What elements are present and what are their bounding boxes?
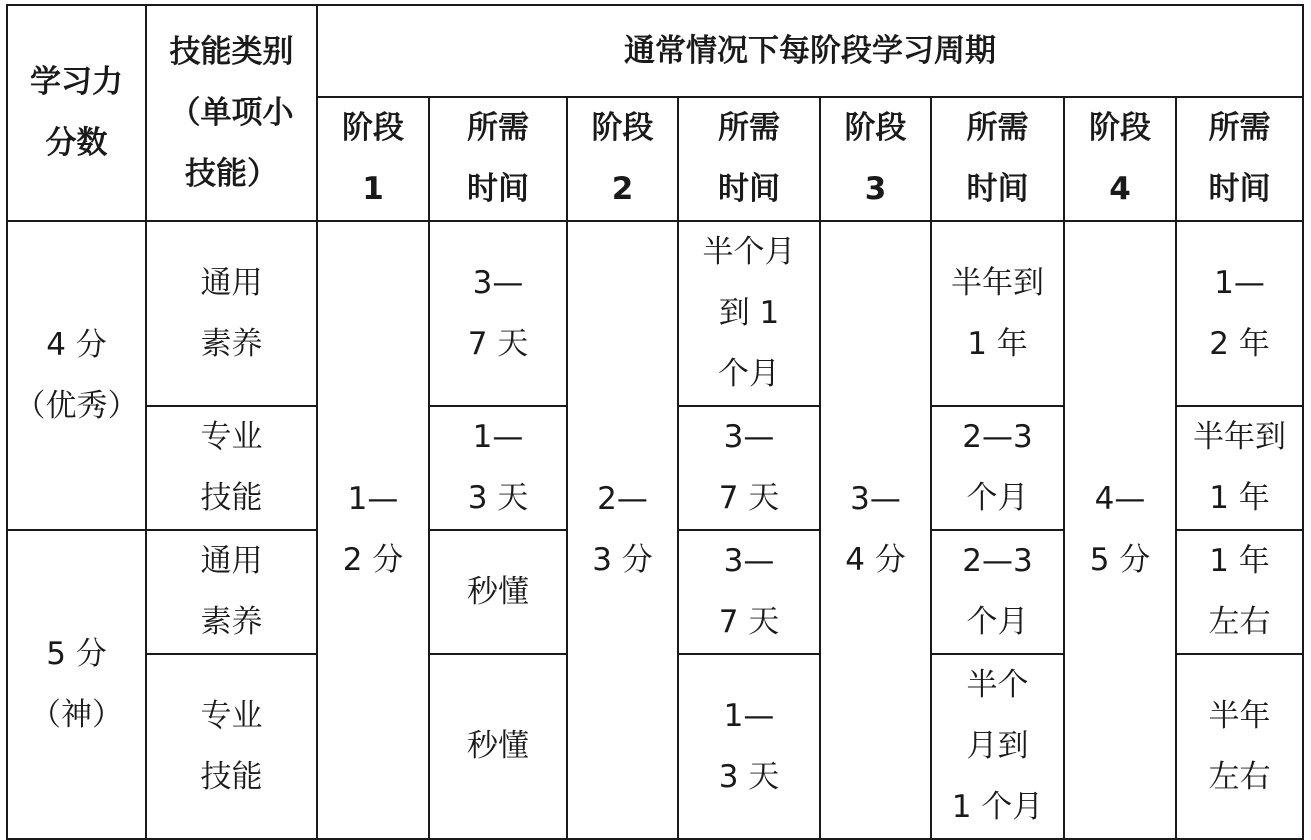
time-cell: 1— 3 天 [429, 406, 567, 530]
time-cell: 1— 2 年 [1176, 221, 1303, 406]
header-time-4: 所需 时间 [1176, 97, 1303, 221]
stage-2-score-cell: 2— 3 分 [567, 221, 678, 839]
score-cell-god: 5 分 （神） [7, 530, 146, 839]
skill-cell: 通用 素养 [146, 221, 317, 406]
header-period-title: 通常情况下每阶段学习周期 [317, 5, 1303, 97]
time-cell: 秒懂 [429, 654, 567, 839]
header-time-3: 所需 时间 [931, 97, 1064, 221]
skill-cell: 专业 技能 [146, 406, 317, 530]
header-stage-1: 阶段 1 [317, 97, 429, 221]
header-skill-type: 技能类别 （单项小 技能） [146, 5, 317, 221]
learning-period-table-container [6, 4, 1304, 840]
score-cell-excellent: 4 分 （优秀） [7, 221, 146, 530]
time-cell: 半年到 1 年 [931, 221, 1064, 406]
header-stage-3: 阶段 3 [820, 97, 931, 221]
stage-3-score-cell: 3— 4 分 [820, 221, 931, 839]
time-cell: 3— 7 天 [678, 530, 820, 654]
header-time-1: 所需 时间 [429, 97, 567, 221]
header-learning-score: 学习力 分数 [7, 5, 146, 221]
header-time-2: 所需 时间 [678, 97, 820, 221]
header-stage-4: 阶段 4 [1064, 97, 1176, 221]
skill-cell: 通用 素养 [146, 530, 317, 654]
time-cell: 3— 7 天 [429, 221, 567, 406]
header-stage-2: 阶段 2 [567, 97, 678, 221]
time-cell: 半年 左右 [1176, 654, 1303, 839]
skill-cell: 专业 技能 [146, 654, 317, 839]
time-cell: 3— 7 天 [678, 406, 820, 530]
stage-4-score-cell: 4— 5 分 [1064, 221, 1176, 839]
time-cell: 1 年 左右 [1176, 530, 1303, 654]
time-cell: 半个 月到 1 个月 [931, 654, 1064, 839]
time-cell: 2—3 个月 [931, 530, 1064, 654]
time-cell: 半个月 到 1 个月 [678, 221, 820, 406]
table-row [7, 221, 1303, 406]
header-row-top [7, 5, 1303, 97]
time-cell: 半年到 1 年 [1176, 406, 1303, 530]
time-cell: 秒懂 [429, 530, 567, 654]
time-cell: 2—3 个月 [931, 406, 1064, 530]
time-cell: 1— 3 天 [678, 654, 820, 839]
stage-1-score-cell: 1— 2 分 [317, 221, 429, 839]
learning-period-table [6, 4, 1304, 840]
